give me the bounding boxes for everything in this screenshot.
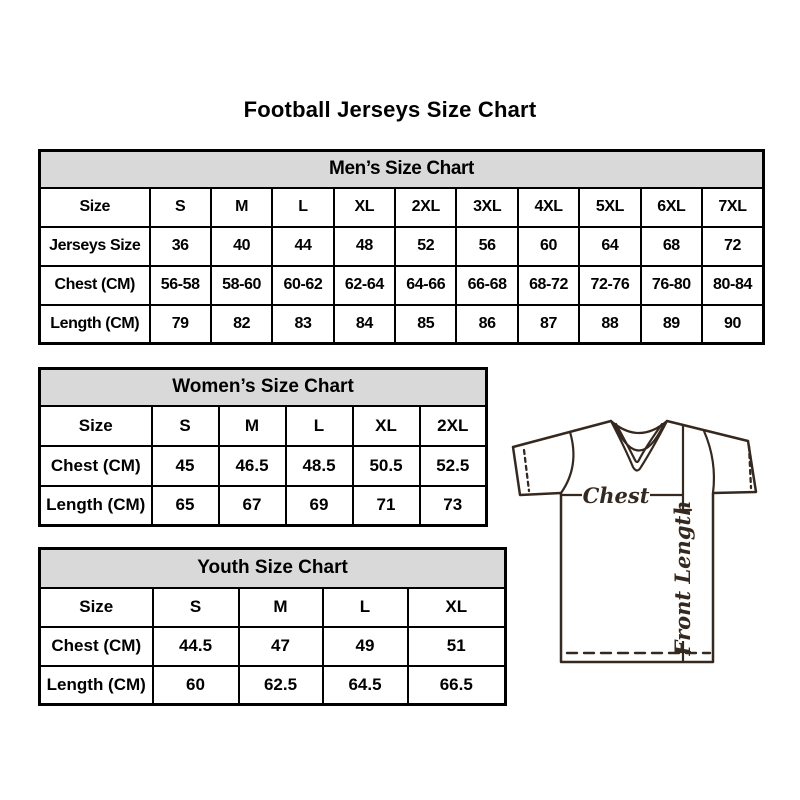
- table-cell: 50.5: [353, 446, 420, 486]
- table-cell: S: [153, 588, 239, 627]
- table-cell: 66.5: [408, 666, 506, 705]
- table-cell: 66-68: [456, 266, 517, 305]
- table-title: Women’s Size Chart: [40, 369, 487, 406]
- table-row: [40, 627, 506, 666]
- jersey-armhole-right: [704, 431, 714, 493]
- table-cell: 90: [702, 305, 763, 344]
- page-title: Football Jerseys Size Chart: [243, 97, 537, 122]
- table-cell: 62-64: [334, 266, 395, 305]
- table-title: Men’s Size Chart: [40, 151, 764, 188]
- table-cell: 89: [641, 305, 702, 344]
- table-cell: M: [239, 588, 323, 627]
- table-cell: 6XL: [641, 188, 702, 227]
- table-cell: L: [323, 588, 408, 627]
- row-label: Size: [40, 588, 153, 627]
- table-cell: 52: [395, 227, 456, 266]
- table-row: [40, 188, 764, 227]
- table-cell: 64: [579, 227, 640, 266]
- table-cell: 45: [152, 446, 219, 486]
- table-cell: 56-58: [150, 266, 211, 305]
- table-cell: XL: [408, 588, 506, 627]
- youth-size-table: [38, 547, 507, 706]
- table-title: Youth Size Chart: [40, 549, 506, 588]
- row-label: Jerseys Size: [40, 227, 150, 266]
- table-cell: 60-62: [272, 266, 333, 305]
- table-cell: 65: [152, 486, 219, 526]
- table-row: [40, 227, 764, 266]
- table-cell: 87: [518, 305, 579, 344]
- row-label: Chest (CM): [40, 266, 150, 305]
- table-cell: 4XL: [518, 188, 579, 227]
- table-cell: 48.5: [286, 446, 353, 486]
- table-row: [40, 588, 506, 627]
- table-cell: 72-76: [579, 266, 640, 305]
- table-row: [40, 486, 487, 526]
- table-cell: 7XL: [702, 188, 763, 227]
- jersey-cuff-stitch-left: [524, 450, 529, 491]
- table-cell: 40: [211, 227, 272, 266]
- table-cell: 58-60: [211, 266, 272, 305]
- table-cell: 64.5: [323, 666, 408, 705]
- table-cell: 69: [286, 486, 353, 526]
- table-cell: 68: [641, 227, 702, 266]
- table-cell: 64-66: [395, 266, 456, 305]
- table-cell: 83: [272, 305, 333, 344]
- table-cell: L: [272, 188, 333, 227]
- row-label: Length (CM): [40, 666, 153, 705]
- row-label: Length (CM): [40, 305, 150, 344]
- table-cell: 72: [702, 227, 763, 266]
- table-cell: 36: [150, 227, 211, 266]
- row-label: Chest (CM): [40, 627, 153, 666]
- table-cell: 68-72: [518, 266, 579, 305]
- row-label: Chest (CM): [40, 446, 152, 486]
- table-cell: 80-84: [702, 266, 763, 305]
- table-cell: 71: [353, 486, 420, 526]
- table-cell: 84: [334, 305, 395, 344]
- table-cell: 73: [420, 486, 487, 526]
- table-cell: XL: [334, 188, 395, 227]
- table-cell: 60: [153, 666, 239, 705]
- table-cell: 52.5: [420, 446, 487, 486]
- table-cell: XL: [353, 406, 420, 446]
- table-cell: 48: [334, 227, 395, 266]
- row-label: Size: [40, 406, 152, 446]
- jersey-front-length-label: Front Length: [670, 500, 695, 656]
- table-cell: 2XL: [420, 406, 487, 446]
- table-cell: L: [286, 406, 353, 446]
- table-cell: 44: [272, 227, 333, 266]
- table-row: [40, 666, 506, 705]
- table-cell: 79: [150, 305, 211, 344]
- table-cell: 51: [408, 627, 506, 666]
- table-cell: S: [150, 188, 211, 227]
- table-cell: 49: [323, 627, 408, 666]
- table-cell: 60: [518, 227, 579, 266]
- table-cell: S: [152, 406, 219, 446]
- table-cell: 2XL: [395, 188, 456, 227]
- table-cell: 85: [395, 305, 456, 344]
- table-cell: 86: [456, 305, 517, 344]
- table-cell: 76-80: [641, 266, 702, 305]
- table-cell: 46.5: [219, 446, 286, 486]
- table-cell: 5XL: [579, 188, 640, 227]
- row-label: Size: [40, 188, 150, 227]
- table-row: [40, 446, 487, 486]
- table-row: [40, 305, 764, 344]
- jersey-chest-label: Chest: [582, 483, 650, 508]
- table-cell: 82: [211, 305, 272, 344]
- jersey-diagram: [505, 413, 767, 669]
- jersey-collar: [611, 421, 667, 471]
- table-cell: 56: [456, 227, 517, 266]
- jersey-armhole-left: [561, 432, 573, 493]
- table-cell: 44.5: [153, 627, 239, 666]
- table-row: [40, 406, 487, 446]
- table-cell: 3XL: [456, 188, 517, 227]
- table-cell: 47: [239, 627, 323, 666]
- table-cell: 62.5: [239, 666, 323, 705]
- table-row: [40, 266, 764, 305]
- table-cell: 67: [219, 486, 286, 526]
- row-label: Length (CM): [40, 486, 152, 526]
- table-cell: 88: [579, 305, 640, 344]
- womens-size-table: [38, 367, 488, 527]
- mens-size-table: [38, 149, 765, 345]
- table-cell: M: [219, 406, 286, 446]
- table-cell: M: [211, 188, 272, 227]
